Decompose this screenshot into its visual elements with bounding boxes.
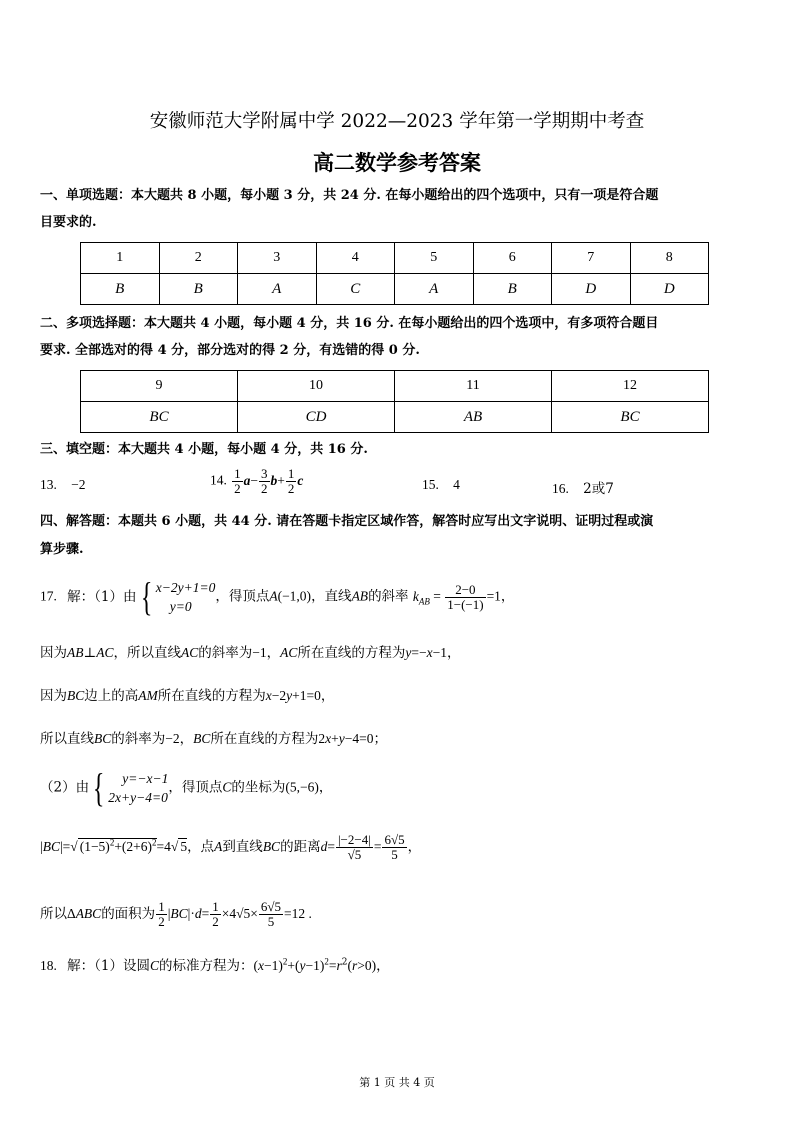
q17-line2: 因为AB⊥AC，所以直线AC的斜率为−1，AC所在直线的方程为y=−x−1， [40, 645, 461, 661]
q14-answer-line [210, 467, 303, 496]
q17-text: 的斜率 [368, 588, 409, 605]
q17-text: ，点 [187, 839, 215, 855]
q17-text: 的坐标为 [231, 779, 286, 796]
section2-heading-line1: 二、多项选择题：本大题共 4 小题，每小题 4 分，共 16 分. 在每小题给出的四个选项中，有多项符合题目 [40, 316, 659, 331]
q17-text: 所在直线的方程为 [210, 731, 319, 747]
q16-label: 16. [552, 481, 569, 496]
q17-text: 所以直线 [40, 731, 94, 747]
q18-line1: 18. 解：（1）设圆C的标准方程为：$(x-1)^2+(y-1)^2=r^2(r>0)$， [40, 956, 390, 974]
section1-heading-line2: 目要求的. [40, 215, 97, 230]
q17-intro: 解：（1）由 [67, 588, 137, 605]
table-cell: 12 [552, 371, 709, 402]
section2-heading-line2: 要求. 全部选对的得 4 分，部分选对的得 2 分，有选错的得 0 分. [40, 343, 420, 358]
q13-answer-line [40, 477, 86, 493]
table-cell: 7 [552, 243, 631, 274]
table-cell: 11 [395, 371, 552, 402]
table-cell: AB [395, 402, 552, 433]
q17-text: ，直线 [311, 588, 352, 605]
table-cell: CD [238, 402, 395, 433]
q16-answer: 2或7 [583, 481, 614, 497]
q17-text: ，得顶点 [215, 588, 270, 605]
table-row-answers [81, 402, 709, 433]
q17-text: 所在直线的方程为 [297, 645, 406, 661]
section4-heading-line2: 算步骤. [40, 542, 84, 557]
table-cell: D [552, 274, 631, 305]
q13-answer: −2 [71, 477, 86, 492]
table-cell: 2 [159, 243, 238, 274]
q14-label: 14. [210, 472, 227, 488]
page-footer: 第 1 页 共 4 页 [359, 1076, 435, 1089]
q17-text: ，所以直线 [113, 645, 181, 661]
q18-intro: 解：（1）设圆 [67, 958, 151, 974]
table-cell: 1 [81, 243, 160, 274]
table-row-answers [81, 274, 709, 305]
q18-label: 18. [40, 958, 57, 973]
q17-text: 到直线 [222, 839, 263, 855]
q17-text: 的斜率为 [198, 645, 253, 661]
q17-text: 因为 [40, 645, 67, 661]
table-row-numbers [81, 371, 709, 402]
q17-text: 的面积为 [101, 906, 156, 922]
table-cell: 4 [316, 243, 395, 274]
q17-text: 因为 [40, 688, 67, 704]
table-cell: 3 [238, 243, 317, 274]
q17-label: 17. [40, 588, 57, 604]
q17-text: 所以 [40, 906, 67, 922]
table-cell: A [395, 274, 474, 305]
q17-line5: （2）由{ y=−x−1 2x+y−4=0，得顶点C的坐标为(5,−6)， [40, 765, 333, 810]
table-cell: 9 [81, 371, 238, 402]
q17-line4: 所以直线BC的斜率为−2，BC所在直线的方程为2x+y−4=0； [40, 731, 388, 747]
q17-text: （2）由 [40, 779, 90, 796]
table-cell: 6 [473, 243, 552, 274]
document-title: 安徽师范大学附属中学 2022—2023 学年第一学期期中考查 [149, 111, 645, 132]
table-cell: D [630, 274, 709, 305]
q17-text: 的距离 [280, 839, 321, 855]
q17-line6: |BC|=√ $(1-5)^2+(2+6)^2=4√$ 5，点A到直线BC的距离d= $\frac{|-2-4|}{√5}$ = $\frac{6√5}{5}$ ， [40, 832, 422, 862]
q17-line1: 17. 解：（1）由{ x−2y+1=0 y=0，得顶点A(−1,0)，直线AB的斜率 $k_{AB}$ = $\frac{2-0}{1-(-1)}$ =1， [40, 574, 515, 619]
table-cell: BC [81, 402, 238, 433]
table-cell: A [238, 274, 317, 305]
q17-line3: 因为BC边上的高AM所在直线的方程为x−2y+1=0， [40, 688, 335, 704]
q15-answer: 4 [453, 477, 460, 492]
table-cell: B [81, 274, 160, 305]
section3-heading: 三、填空题：本大题共 4 小题，每小题 4 分，共 16 分. [40, 442, 368, 457]
table-row-numbers [81, 243, 709, 274]
q14-answer: $\frac{1}{2}$ a− $\frac{3}{2}$ b+ $\frac{1}{2}$ c [234, 466, 304, 496]
q17-text: 边上的高 [84, 688, 139, 704]
q17-line7: 所以ΔABC的面积为 $\frac{1}{2}$ |BC|·d= $\frac{1}{2}$ ×4√5× $\frac{6√5}{5}$ =12 . [40, 899, 312, 929]
q13-label: 13. [40, 477, 57, 492]
multi-choice-answer-table [80, 370, 709, 433]
table-cell: 8 [630, 243, 709, 274]
table-cell: B [159, 274, 238, 305]
section1-heading-line1: 一、单项选题：本大题共 8 小题，每小题 3 分，共 24 分. 在每小题给出的四个选项中，只有一项是符合题 [40, 188, 659, 203]
q15-answer-line [422, 477, 460, 493]
table-cell: C [316, 274, 395, 305]
q18-text: 的标准方程为： [159, 958, 254, 974]
section4-heading-line1: 四、解答题：本题共 6 小题，共 44 分. 请在答题卡指定区域作答，解答时应写出文字说明、证明过程或演 [40, 514, 654, 529]
q16-answer-line [552, 477, 614, 497]
table-cell: BC [552, 402, 709, 433]
q17-text: 所在直线的方程为 [157, 688, 266, 704]
q17-text: ，得顶点 [168, 779, 223, 796]
table-cell: 10 [238, 371, 395, 402]
table-cell: 5 [395, 243, 474, 274]
document-subtitle: 高二数学参考答案 [313, 150, 481, 175]
table-cell: B [473, 274, 552, 305]
q15-label: 15. [422, 477, 439, 492]
q17-text: 的斜率为 [111, 731, 166, 747]
single-choice-answer-table [80, 242, 709, 305]
